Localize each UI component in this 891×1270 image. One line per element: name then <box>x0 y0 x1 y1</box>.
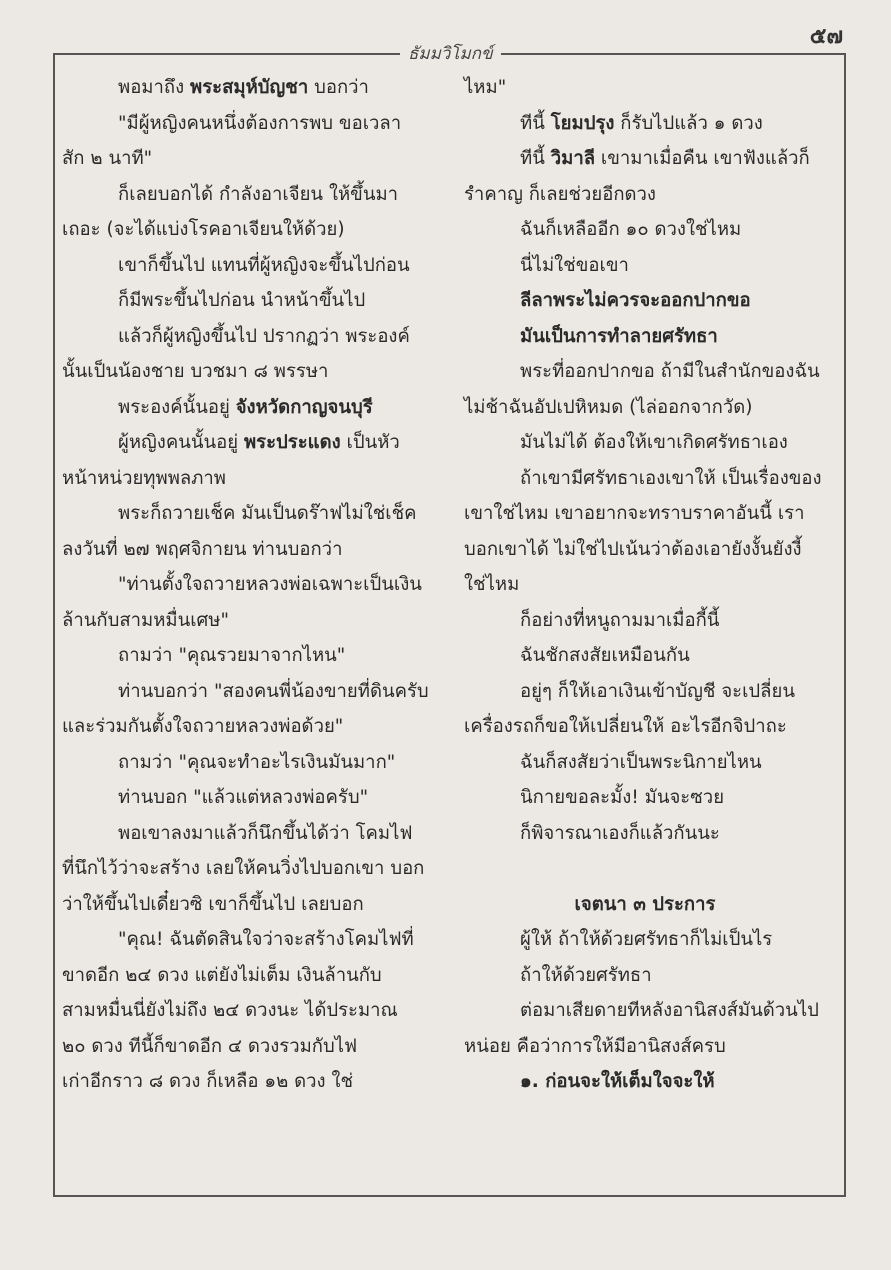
text-segment: พอมาถึง <box>118 77 191 98</box>
text-line <box>62 958 440 994</box>
text-line <box>464 1064 826 1100</box>
text-segment: ก็รับไปแล้ว ๑ ดวง <box>614 112 763 134</box>
text-segment: เขาใช่ไหม เขาอยากจะทราบราคาอันนี้ เรา <box>464 503 805 524</box>
text-segment: เขาก็ขึ้นไป แทนที่ผู้หญิงจะขึ้นไปก่อน <box>118 254 410 276</box>
text-line <box>464 70 826 106</box>
text-line <box>62 993 440 1029</box>
text-segment: ฉันก็สงสัยว่าเป็นพระนิกายไหน <box>520 751 762 773</box>
text-line <box>62 1029 440 1065</box>
text-segment: สามหมื่นนี่ยังไม่ถึง ๒๔ ดวงนะ ได้ประมาณ <box>62 1000 398 1021</box>
text-segment: นี่ไม่ใช่ขอเขา <box>520 254 629 276</box>
text-line <box>62 177 440 213</box>
text-segment: ต่อมาเสียดายทีหลังอานิสงส์มันด้วนไป <box>520 1000 819 1021</box>
text-segment: ไหม" <box>464 77 507 98</box>
text-segment: ๒๐ ดวง ทีนี้ก็ขาดอีก ๔ ดวงรวมกับไฟ <box>62 1035 358 1057</box>
text-segment: นั้นเป็นน้องชาย บวชมา ๘ พรรษา <box>62 361 329 382</box>
text-segment: ก็มีพระขึ้นไปก่อน นำหน้าขึ้นไป <box>118 290 366 311</box>
text-line <box>464 780 826 816</box>
text-segment: ทีนี้ <box>520 148 551 169</box>
text-line <box>464 496 826 532</box>
text-line <box>464 532 826 568</box>
text-segment: บอกเขาได้ ไม่ใช่ไปเน้นว่าต้องเอายังงั้นยังงี้ <box>464 538 802 560</box>
text-segment: เครื่องรถก็ขอให้เปลี่ยนให้ อะไรอีกจิปาถะ <box>464 716 787 737</box>
text-segment: เก่าอีกราว ๘ ดวง ก็เหลือ ๑๒ ดวง ใช่ <box>62 1071 354 1092</box>
text-segment: "คุณ! ฉันตัดสินใจว่าจะสร้างโคมไฟที่ <box>118 929 414 950</box>
text-segment: ฉันก็เหลืออีก ๑๐ ดวงใช่ไหม <box>520 219 742 240</box>
bold-text: วิมาลี <box>550 148 596 169</box>
text-segment: บอกว่า <box>308 77 369 98</box>
text-segment: อยู่ๆ ก็ให้เอาเงินเข้าบัญชี จะเปลี่ยน <box>520 680 795 702</box>
text-segment: พอเขาลงมาแล้วก็นึกขึ้นได้ว่า โคมไฟ <box>118 822 413 844</box>
bold-text: ๑. ก่อนจะให้เต็มใจจะให้ <box>520 1071 715 1092</box>
text-segment: ถ้าเขามีศรัทธาเองเขาให้ เป็นเรื่องของ <box>520 467 822 489</box>
text-segment: สัก ๒ นาที" <box>62 148 153 169</box>
text-line <box>464 354 826 390</box>
text-segment: นิกายขอละมั้ง! มันจะซวย <box>520 787 725 808</box>
bold-text: พระสมุห์บัญชา <box>190 77 309 98</box>
text-line <box>62 319 440 355</box>
text-segment: รำคาญ ก็เลยช่วยอีกดวง <box>464 183 656 205</box>
text-segment: ไม่ช้าฉันอัปเปหิหมด (ไล่ออกจากวัด) <box>464 396 753 418</box>
text-segment: ฉันชักสงสัยเหมือนกัน <box>520 645 690 666</box>
text-line <box>464 283 826 319</box>
text-segment: และร่วมกันตั้งใจถวายหลวงพ่อด้วย" <box>62 716 344 737</box>
text-line <box>62 425 440 461</box>
text-segment: ถ้าให้ด้วยศรัทธา <box>520 964 652 986</box>
text-line <box>464 887 826 923</box>
text-segment: ก็เลยบอกได้ กำลังอาเจียน ให้ขึ้นมา <box>118 183 399 205</box>
text-line <box>62 106 440 142</box>
text-line <box>464 993 826 1029</box>
text-segment: มันไม่ได้ ต้องให้เขาเกิดศรัทธาเอง <box>520 432 788 453</box>
text-line <box>62 816 440 852</box>
text-segment: ผู้หญิงคนนั้นอยู่ <box>118 432 244 453</box>
text-line <box>62 922 440 958</box>
text-line <box>62 709 440 745</box>
text-line <box>464 816 826 852</box>
text-line <box>62 70 440 106</box>
text-line <box>62 141 440 177</box>
text-segment: "มีผู้หญิงคนหนึ่งต้องการพบ ขอเวลา <box>118 112 402 134</box>
text-segment: ผู้ให้ ถ้าให้ด้วยศรัทธาก็ไม่เป็นไร <box>520 929 773 950</box>
text-segment: ที่นึกไว้ว่าจะสร้าง เลยให้คนวิ่งไปบอกเขา บอก <box>62 858 425 879</box>
text-line <box>464 638 826 674</box>
text-line <box>464 851 826 887</box>
text-segment: ลงวันที่ ๒๗ พฤศจิกายน ท่านบอกว่า <box>62 538 343 560</box>
bold-text: มันเป็นการทำลายศรัทธา <box>520 325 718 347</box>
text-segment: เถอะ (จะได้แบ่งโรคอาเจียนให้ด้วย) <box>62 219 345 240</box>
text-segment: แล้วก็ผู้หญิงขึ้นไป ปรากฏว่า พระองค์ <box>118 325 410 347</box>
text-segment: ใช่ไหม <box>464 574 520 595</box>
text-segment: เขามาเมื่อคืน เขาฟังแล้วก็ <box>595 148 810 169</box>
bold-text: โยมปรุง <box>550 112 615 134</box>
text-segment: ถามว่า "คุณรวยมาจากไหน" <box>118 645 346 666</box>
text-line <box>464 425 826 461</box>
text-segment: ก็อย่างที่หนูถามมาเมื่อกี้นี้ <box>520 609 720 631</box>
text-segment: พระองค์นั้นอยู่ <box>118 396 236 418</box>
text-segment: ท่านบอก "แล้วแต่หลวงพ่อครับ" <box>118 787 369 808</box>
right-text-column <box>464 70 826 1100</box>
page-number: ๕๗ <box>809 24 843 49</box>
text-line <box>464 212 826 248</box>
text-line <box>62 212 440 248</box>
text-line <box>62 1064 440 1100</box>
bold-text: เจตนา ๓ ประการ <box>574 893 716 915</box>
text-segment: ล้านกับสามหมื่นเศษ" <box>62 609 229 631</box>
text-line <box>464 674 826 710</box>
text-line <box>464 390 826 426</box>
text-line <box>464 1029 826 1065</box>
text-line <box>62 248 440 284</box>
text-segment: ขาดอีก ๒๔ ดวง แต่ยังไม่เต็ม เงินล้านกับ <box>62 964 382 986</box>
bold-text: พระประแดง <box>243 432 341 453</box>
text-line <box>464 567 826 603</box>
text-line <box>62 532 440 568</box>
text-line <box>62 851 440 887</box>
text-line <box>464 248 826 284</box>
text-line <box>62 887 440 923</box>
left-text-column <box>62 70 440 1100</box>
text-segment: พระที่ออกปากขอ ถ้ามีในสำนักของฉัน <box>520 361 820 382</box>
text-line <box>62 496 440 532</box>
text-line <box>464 922 826 958</box>
text-line <box>62 354 440 390</box>
text-line <box>464 958 826 994</box>
text-segment: ถามว่า "คุณจะทำอะไรเงินมันมาก" <box>118 751 396 773</box>
text-line <box>464 319 826 355</box>
text-segment: เป็นหัว <box>340 432 400 453</box>
text-line <box>62 283 440 319</box>
text-segment: ว่าให้ขึ้นไปเดี๋ยวซิ เขาก็ขึ้นไป เลยบอก <box>62 893 364 915</box>
text-segment: "ท่านตั้งใจถวายหลวงพ่อเฉพาะเป็นเงิน <box>118 574 422 595</box>
bold-text: ลีลาพระไม่ควรจะออกปากขอ <box>520 290 751 311</box>
running-header-title: ธัมมวิโมกข์ <box>400 40 501 67</box>
text-line <box>464 177 826 213</box>
text-line <box>62 603 440 639</box>
text-line <box>62 461 440 497</box>
text-line <box>62 745 440 781</box>
text-line <box>464 745 826 781</box>
text-line <box>464 709 826 745</box>
text-line <box>62 567 440 603</box>
text-line <box>62 390 440 426</box>
bold-text: จังหวัดกาญจนบุรี <box>235 396 373 418</box>
text-line <box>62 674 440 710</box>
text-segment: หน้าหน่วยทุพพลภาพ <box>62 467 226 489</box>
text-line <box>464 603 826 639</box>
text-line <box>464 106 826 142</box>
text-line <box>62 780 440 816</box>
text-segment: ท่านบอกว่า "สองคนพี่น้องขายที่ดินครับ <box>118 680 429 702</box>
text-segment: ก็พิจารณาเองก็แล้วกันนะ <box>520 822 720 844</box>
text-line <box>464 461 826 497</box>
text-segment: พระก็ถวายเช็ค มันเป็นดร๊าฟไม่ใช่เช็ค <box>118 503 417 524</box>
text-line <box>464 141 826 177</box>
text-line <box>62 638 440 674</box>
text-segment: ทีนี้ <box>520 112 551 134</box>
text-segment: หน่อย คือว่าการให้มีอานิสงส์ครบ <box>464 1035 726 1057</box>
